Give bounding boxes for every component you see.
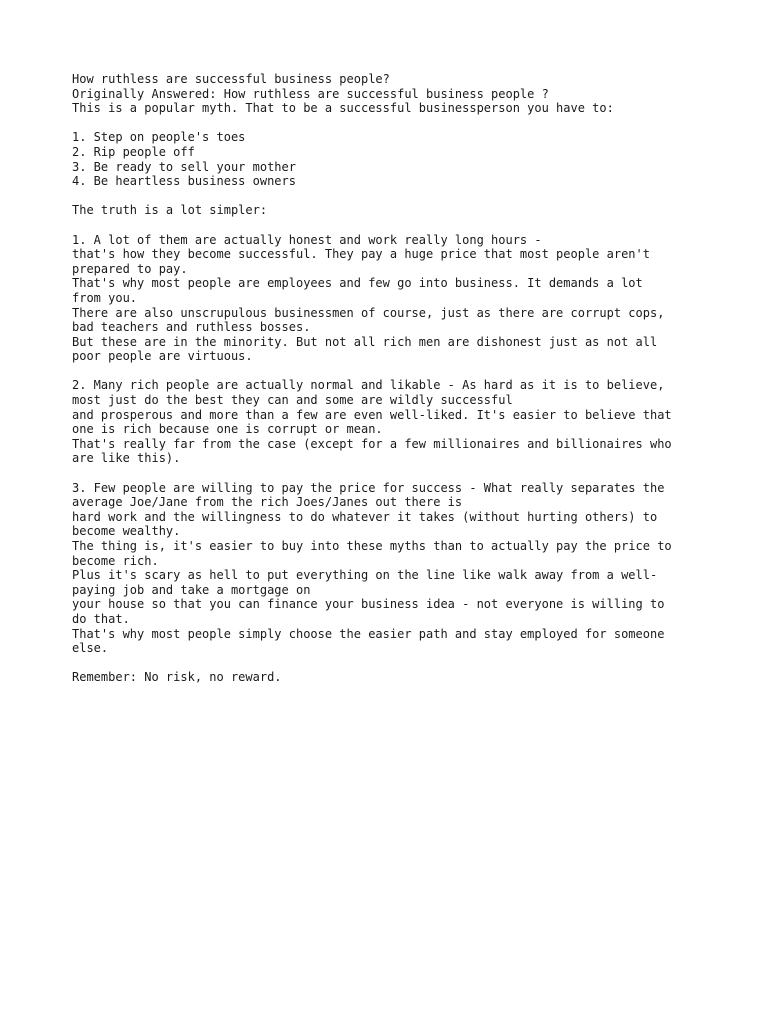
text-line <box>72 218 712 233</box>
text-line <box>72 116 712 131</box>
text-line: most just do the best they can and some are wildly successful <box>72 393 513 408</box>
text-line: How ruthless are successful business people? <box>72 72 390 86</box>
text-line: 2. Many rich people are actually normal and likable - As hard as it is to believe, <box>72 378 665 393</box>
text-line: 3. Few people are willing to pay the price for success - What really separates the <box>72 480 665 495</box>
text-line: become wealthy. <box>72 524 181 539</box>
text-line: poor people are virtuous. <box>72 349 253 364</box>
text-line: 2. Rip people off <box>72 144 195 159</box>
text-line: your house so that you can finance your business idea - not everyone is willing to <box>72 597 665 612</box>
text-line <box>72 656 712 671</box>
text-line <box>72 466 712 481</box>
text-line: do that. <box>72 611 130 626</box>
document-body <box>72 72 712 685</box>
text-line: that's how they become successful. They pay a huge price that most people aren't <box>72 247 650 262</box>
text-line: prepared to pay. <box>72 261 188 276</box>
text-line <box>72 189 712 204</box>
text-line: else. <box>72 641 109 656</box>
text-line: bad teachers and ruthless bosses. <box>72 320 311 335</box>
text-line: Originally Answered: How ruthless are successful business people ? <box>72 86 549 101</box>
text-line: But these are in the minority. But not all rich men are dishonest just as not all <box>72 334 658 349</box>
text-line: 4. Be heartless business owners <box>72 174 296 189</box>
text-line: paying job and take a mortgage on <box>72 582 311 597</box>
text-line: hard work and the willingness to do whatever it takes (without hurting others) to <box>72 509 658 524</box>
text-line: This is a popular myth. That to be a successful businessperson you have to: <box>72 101 614 116</box>
text-line: That's why most people simply choose the easier path and stay employed for someone <box>72 626 665 641</box>
text-line: are like this). <box>72 451 181 466</box>
text-line: There are also unscrupulous businessmen of course, just as there are corrupt cops, <box>72 305 665 320</box>
text-line: average Joe/Jane from the rich Joes/Janes out there is <box>72 495 463 510</box>
text-line: 1. Step on people's toes <box>72 130 246 145</box>
text-line: become rich. <box>72 553 159 568</box>
text-line: 3. Be ready to sell your mother <box>72 159 296 174</box>
text-line: one is rich because one is corrupt or mean. <box>72 422 383 437</box>
text-line: 1. A lot of them are actually honest and work really long hours - <box>72 232 542 247</box>
text-line: and prosperous and more than a few are even well-liked. It's easier to believe that <box>72 407 672 422</box>
text-line: That's really far from the case (except for a few millionaires and billionaires who <box>72 436 672 451</box>
text-line: from you. <box>72 290 138 305</box>
text-line: The truth is a lot simpler: <box>72 203 268 218</box>
text-line: Plus it's scary as hell to put everything on the line like walk away from a well- <box>72 568 658 583</box>
text-line: Remember: No risk, no reward. <box>72 670 282 685</box>
text-line: The thing is, it's easier to buy into these myths than to actually pay the price to <box>72 539 672 553</box>
text-line: That's why most people are employees and few go into business. It demands a lot <box>72 276 643 291</box>
text-line <box>72 364 712 379</box>
